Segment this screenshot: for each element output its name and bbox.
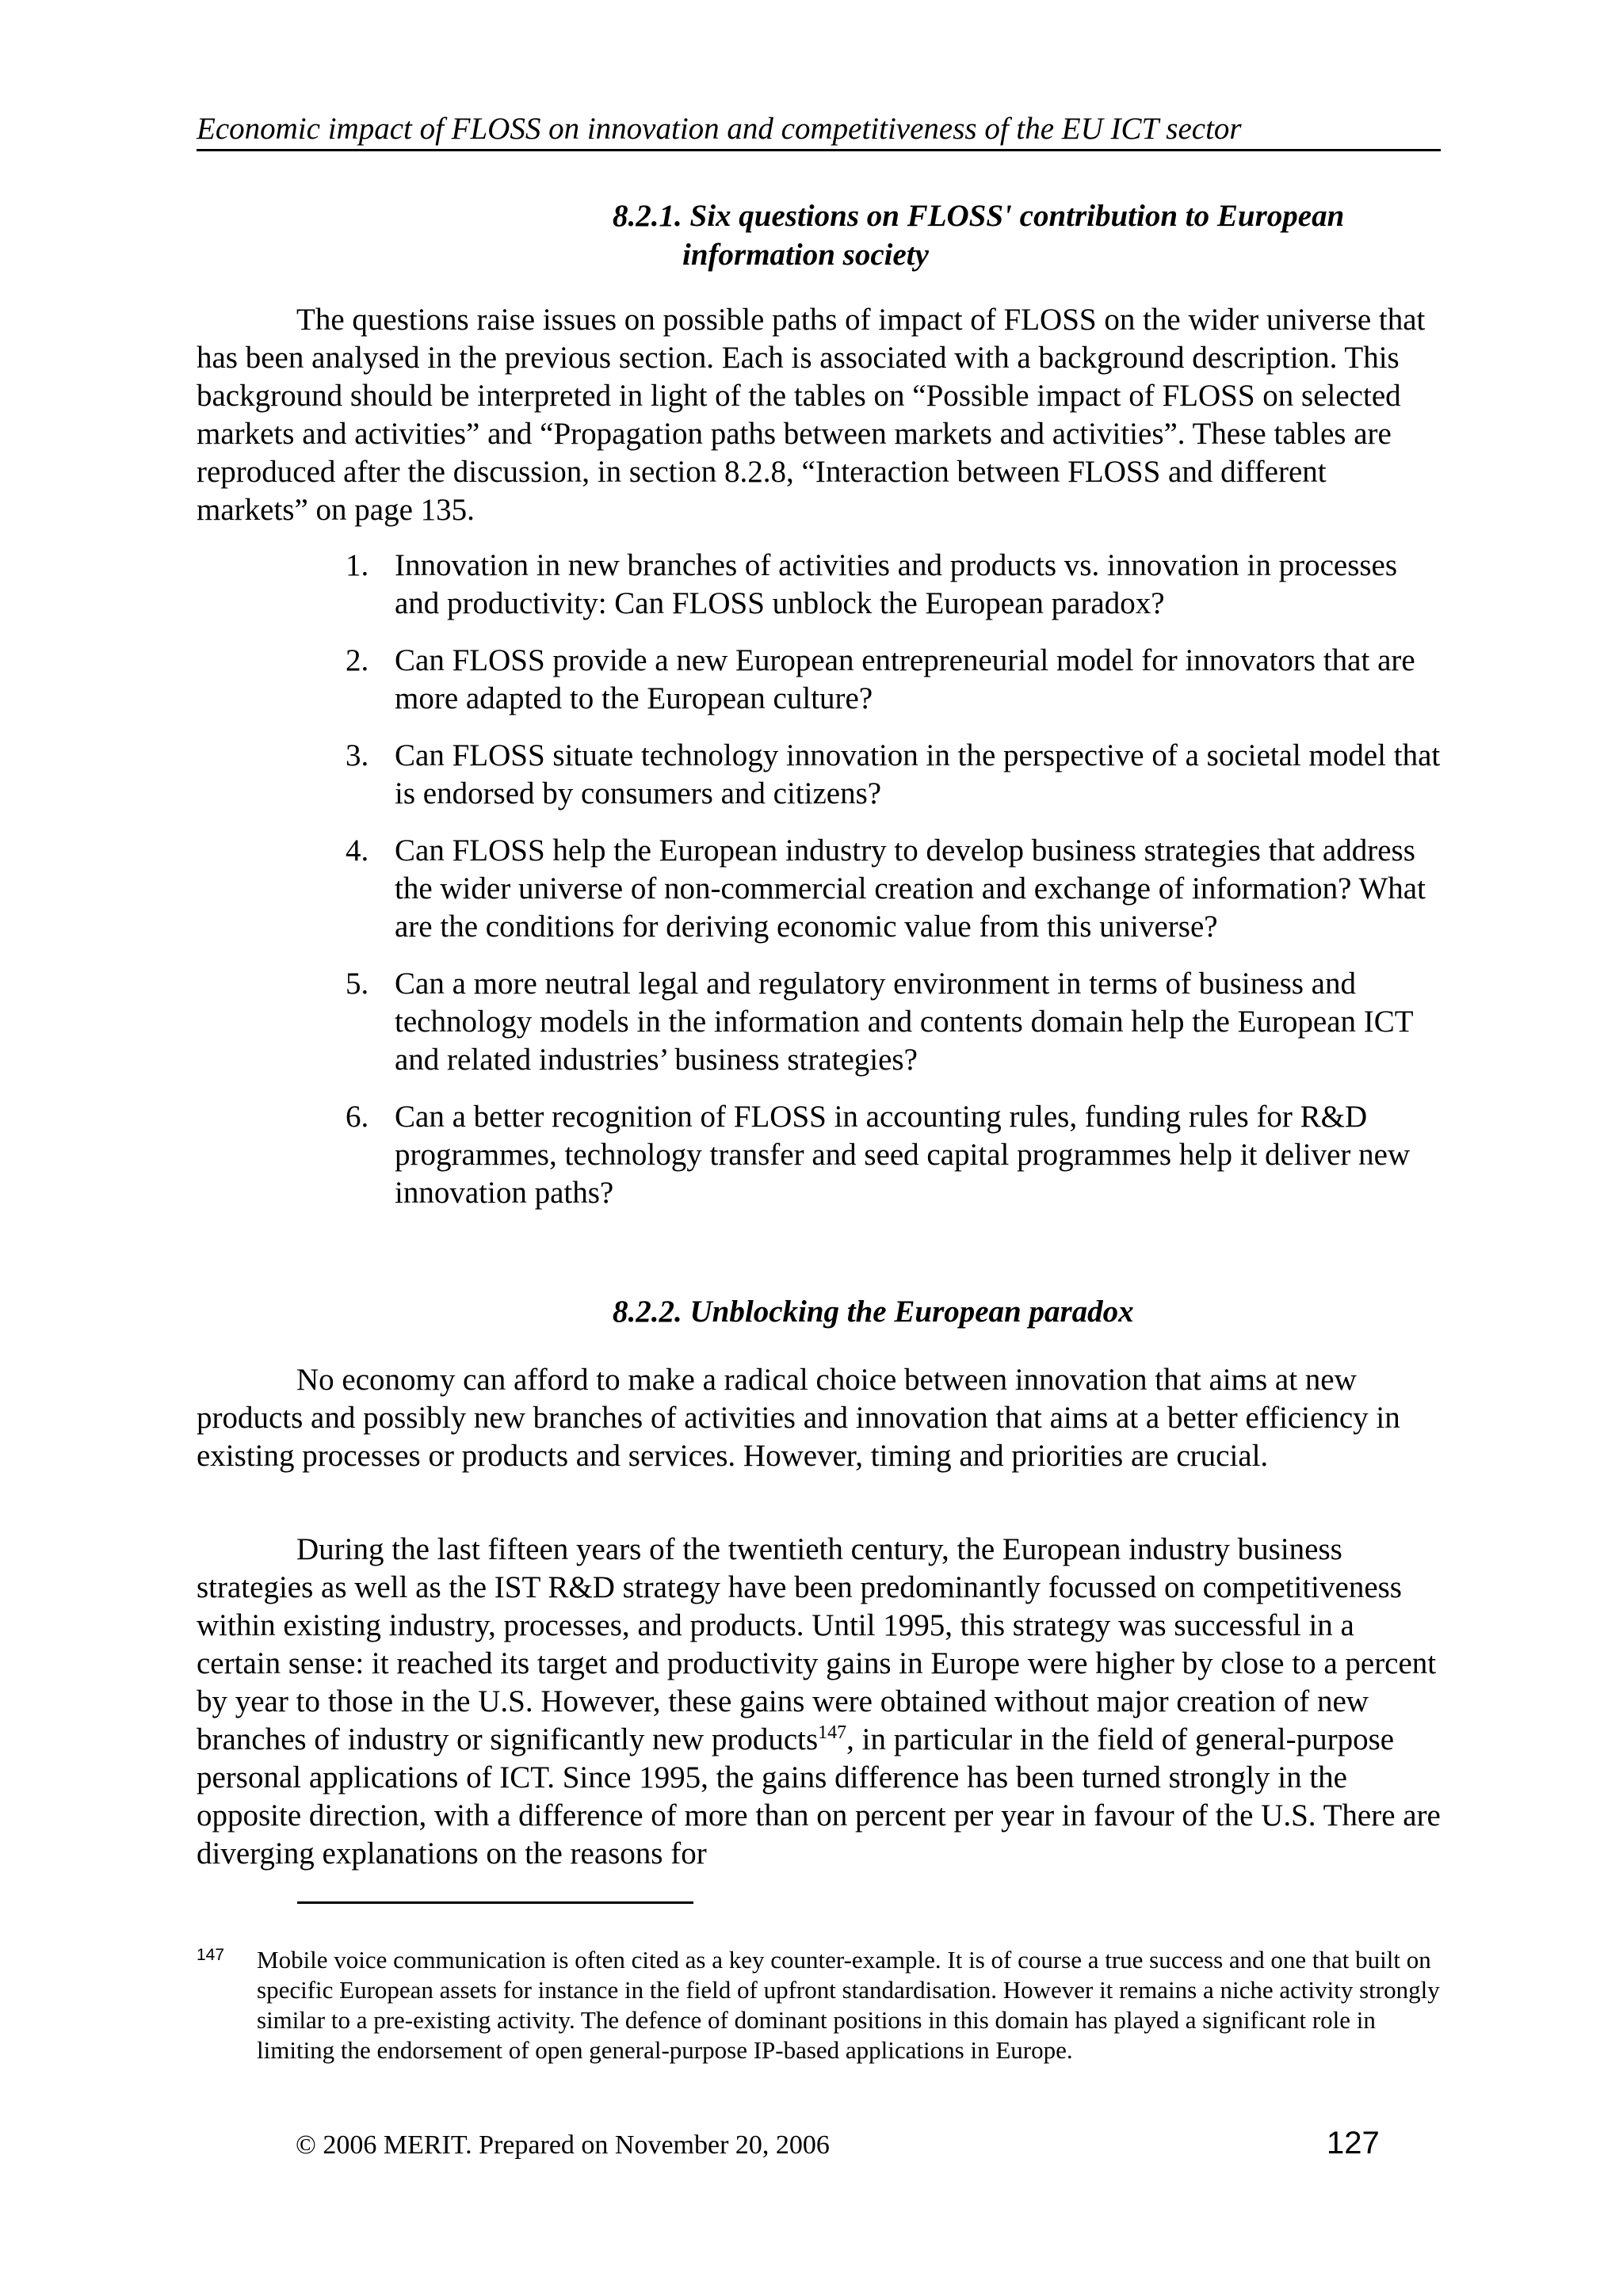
list-item-text: Can a better recognition of FLOSS in accounting rules, funding rules for R&D programmes, technology transfer and seed capital programmes help it deliver new innovation paths? [395, 1100, 1411, 1210]
running-header: Economic impact of FLOSS on innovation and competitiveness of the EU ICT sector [197, 111, 1441, 151]
list-item-text: Can a more neutral legal and regulatory environment in terms of business and technology models in the information and contents domain help the European ICT and related industries’ business strategies? [395, 967, 1413, 1077]
paragraph-text: , in particular in the field of general-purpose personal applications of ICT. Since 1995, the gains difference has been turned strongly in the opposite direction, with a difference of more than on percent per year in favour of the U.S. There are diverging explanations on the reasons for [197, 1722, 1441, 1871]
footnote-mark: 147 [197, 1946, 225, 1964]
body-paragraph: No economy can afford to make a radical choice between innovation that aims at new products and possibly new branches of activities and innovation that aims at a better efficiency in existing processes or products and services. However, timing and priorities are crucial. [197, 1363, 1400, 1473]
list-item-text: Innovation in new branches of activities and products vs. innovation in processes and productivity: Can FLOSS unblock the European paradox? [395, 548, 1398, 620]
list-item-text: Can FLOSS help the European industry to develop business strategies that address the wider universe of non-commercial creation and exchange of information? What are the conditions for deriving economic value from this universe? [395, 833, 1426, 944]
paragraph-text: During the last fifteen years of the twentieth century, the European industry business strategies as well as the IST R&D strategy have been predominantly focussed on competitiveness within existing industry, processes, and products. Until 1995, this strategy was successful in a certain sense: it reached its target and productivity gains in Europe were higher by close to a percent by year to those in the U.S. However, these gains were obtained without major creation of new branches of industry or significantly new products [197, 1532, 1437, 1756]
footnote [197, 1945, 1441, 2065]
list-item [333, 832, 1442, 946]
section-number: 8.2.2. [613, 1295, 682, 1329]
body-paragraph [197, 1531, 1441, 1873]
section-number: 8.2.1. [613, 199, 682, 233]
list-item-text: Can FLOSS provide a new European entrepreneurial model for innovators that are more adapted to the European culture? [395, 643, 1415, 715]
section-title-line2: information society [682, 238, 929, 272]
intro-paragraph: The questions raise issues on possible paths of impact of FLOSS on the wider universe that has been analysed in the previous section. Each is associated with a background description. This background should be interpreted in light of the tables on “Possible impact of FLOSS on selected markets and activities” and “Propagation paths between markets and activities”. These tables are reproduced after the discussion, in section 8.2.8, “Interaction between FLOSS and different markets” on page 135. [197, 303, 1426, 527]
footnote-text: Mobile voice communication is often cited as a key counter-example. It is of course a true success and one that built on specific European assets for instance in the field of upfront standardisation. However it remains a niche activity strongly similar to a pre-existing activity. The defence of dominant positions in this domain has played a significant role in limiting the endorsement of open general-purpose IP-based applications in Europe. [257, 1946, 1440, 2064]
page-number: 127 [1327, 2126, 1380, 2161]
section-heading-8-2-2 [613, 1292, 1484, 1331]
list-item [333, 547, 1442, 623]
section-title: Unblocking the European paradox [689, 1295, 1134, 1329]
list-item [333, 642, 1442, 718]
list-item-number: 4. [346, 833, 369, 868]
questions-list [333, 547, 1442, 1231]
list-item [333, 737, 1442, 813]
section-heading-8-2-1 [613, 196, 1484, 274]
list-item [333, 1098, 1442, 1212]
list-item-text: Can FLOSS situate technology innovation in the perspective of a societal model that is endorsed by consumers and citizens? [395, 738, 1441, 810]
list-item-number: 1. [346, 548, 369, 582]
list-item [333, 965, 1442, 1079]
list-item-number: 2. [346, 643, 369, 677]
list-item-number: 3. [346, 738, 369, 772]
footer-copyright: © 2006 MERIT. Prepared on November 20, 2006 [296, 2130, 830, 2160]
list-item-number: 6. [346, 1100, 369, 1134]
footnote-reference[interactable]: 147 [818, 1722, 847, 1743]
list-item-number: 5. [346, 967, 369, 1001]
footnote-separator [297, 1901, 693, 1904]
section-title-line1: Six questions on FLOSS' contribution to European [689, 199, 1345, 233]
